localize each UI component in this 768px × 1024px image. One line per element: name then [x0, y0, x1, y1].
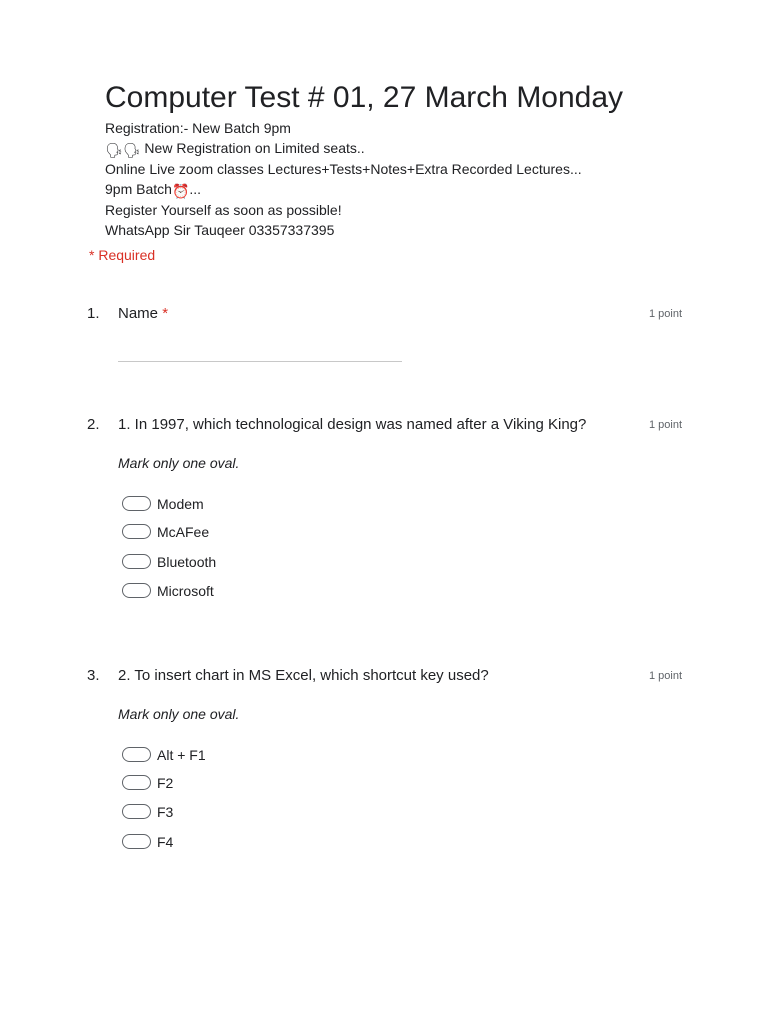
question-number: 3. [87, 667, 100, 684]
form-description [105, 119, 582, 240]
description-line-4 [105, 180, 582, 202]
option-label: Alt + F1 [157, 747, 206, 763]
radio-oval[interactable] [122, 583, 151, 598]
radio-oval[interactable] [122, 524, 151, 539]
name-answer-field[interactable] [118, 361, 402, 362]
option-label: McAFee [157, 524, 210, 540]
option-label: Modem [157, 496, 204, 512]
option-label: F4 [157, 834, 174, 850]
question-points: 1 point [649, 670, 683, 682]
question-number: 1. [87, 305, 100, 322]
option-label: F2 [157, 775, 174, 791]
description-line-2 [105, 139, 582, 161]
radio-oval[interactable] [122, 747, 151, 762]
description-line-1: Registration:- New Batch 9pm [105, 120, 291, 136]
option-label: Bluetooth [157, 554, 217, 570]
form-title: Computer Test # 01, 27 March Monday [105, 81, 624, 114]
description-line-6: WhatsApp Sir Tauqeer 03357337395 [105, 221, 335, 238]
question-hint: Mark only one oval. [118, 455, 240, 471]
description-line-4-suffix: ... [189, 180, 202, 197]
question-number: 2. [87, 416, 100, 433]
question-points: 1 point [649, 308, 683, 320]
question-label: Name [118, 305, 159, 322]
option-label: Microsoft [157, 583, 214, 599]
radio-oval[interactable] [122, 775, 151, 790]
alarm-clock-icon: ⏰ [171, 182, 190, 199]
speaking-head-icon: 🗣🗣 [105, 141, 141, 158]
description-line-2-text: New Registration on Limited seats.. [140, 139, 365, 156]
question-points: 1 point [649, 419, 683, 431]
radio-oval[interactable] [122, 496, 151, 511]
question-hint: Mark only one oval. [118, 706, 240, 722]
required-asterisk: * [162, 305, 169, 322]
radio-oval[interactable] [122, 554, 151, 569]
question-text: 2. To insert chart in MS Excel, which shortcut key used? [118, 667, 489, 684]
description-line-3: Online Live zoom classes Lectures+Tests+Notes+Extra Recorded Lectures... [105, 161, 582, 177]
radio-oval[interactable] [122, 834, 151, 849]
option-label: F3 [157, 804, 174, 820]
description-line-4-text: 9pm Batch [105, 180, 172, 197]
question-text: 1. In 1997, which technological design was named after a Viking King? [118, 416, 587, 433]
question-text [118, 304, 168, 324]
required-note: * Required [89, 247, 156, 263]
radio-oval[interactable] [122, 804, 151, 819]
description-line-5: Register Yourself as soon as possible! [105, 202, 342, 218]
